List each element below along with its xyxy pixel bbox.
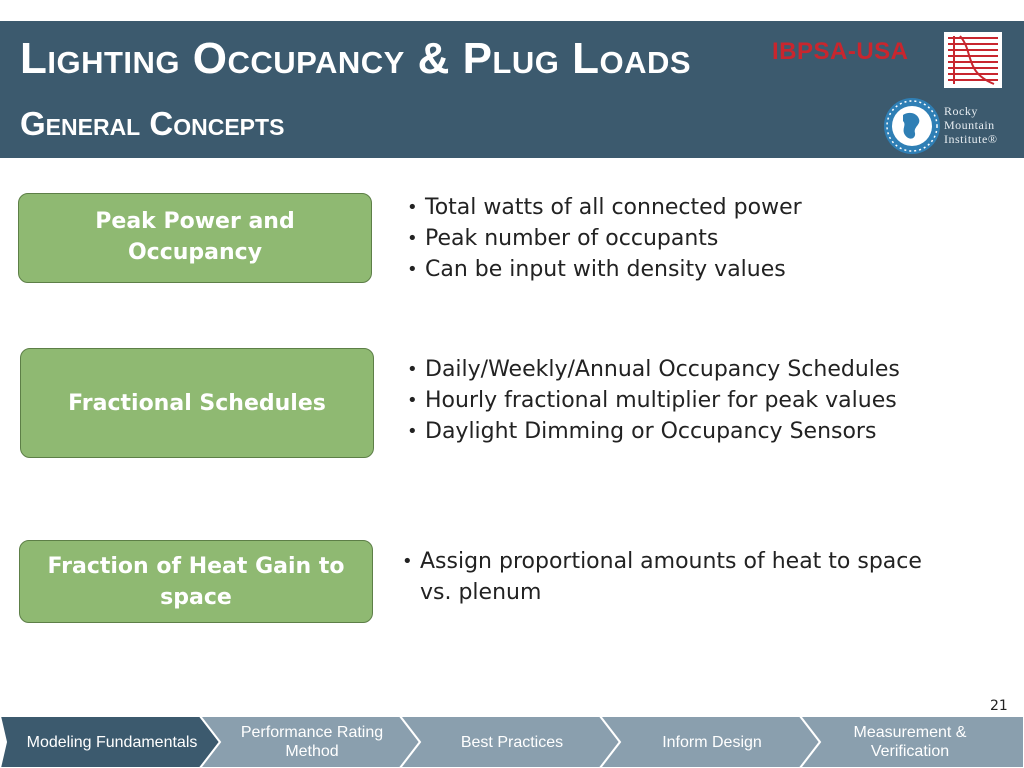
nav-tab-performance-rating-method[interactable]: Performance Rating Method <box>240 724 384 760</box>
bullet-list-heat-gain <box>400 546 940 608</box>
page-number: 21 <box>990 698 1008 714</box>
bullet-list-peak-power <box>405 192 802 285</box>
concept-box-heat-gain <box>19 540 373 623</box>
slide-subtitle: General Concepts <box>20 105 285 142</box>
bullet-list-fractional-schedules <box>405 354 900 447</box>
rmi-line-1: Rocky <box>944 104 978 118</box>
list-item: • Assign proportional amounts of heat to space vs. plenum <box>400 546 940 608</box>
rmi-line-2: Mountain <box>944 118 995 132</box>
list-item: • Can be input with density values <box>405 254 802 285</box>
ibpsa-logo-icon <box>944 32 1002 88</box>
nav-tab-modeling-fundamentals[interactable]: Modeling Fundamentals <box>26 733 198 751</box>
concept-box-fractional-schedules <box>20 348 374 458</box>
ibpsa-logo-text: IBPSA-USA <box>772 38 909 65</box>
list-item: • Daily/Weekly/Annual Occupancy Schedules <box>405 354 900 385</box>
concept-label: Peak Power and Occupancy <box>95 209 295 265</box>
list-item: • Hourly fractional multiplier for peak values <box>405 385 900 416</box>
nav-tab-best-practices[interactable]: Best Practices <box>460 733 564 751</box>
list-item: • Peak number of occupants <box>405 223 802 254</box>
rmi-globe-icon <box>883 97 941 155</box>
list-item: • Daylight Dimming or Occupancy Sensors <box>405 416 900 447</box>
list-item: • Total watts of all connected power <box>405 192 802 223</box>
concept-label: Fractional Schedules <box>68 390 326 416</box>
rmi-line-3: Institute® <box>944 132 998 146</box>
nav-tab-measurement-verification[interactable]: Measurement & Verification <box>853 724 967 760</box>
slide-title: Lighting Occupancy & Plug Loads <box>20 34 692 83</box>
rmi-logo-text <box>944 104 997 146</box>
concept-box-peak-power <box>18 193 372 283</box>
concept-label: Fraction of Heat Gain to space <box>47 553 345 610</box>
nav-tab-inform-design[interactable]: Inform Design <box>662 733 762 751</box>
